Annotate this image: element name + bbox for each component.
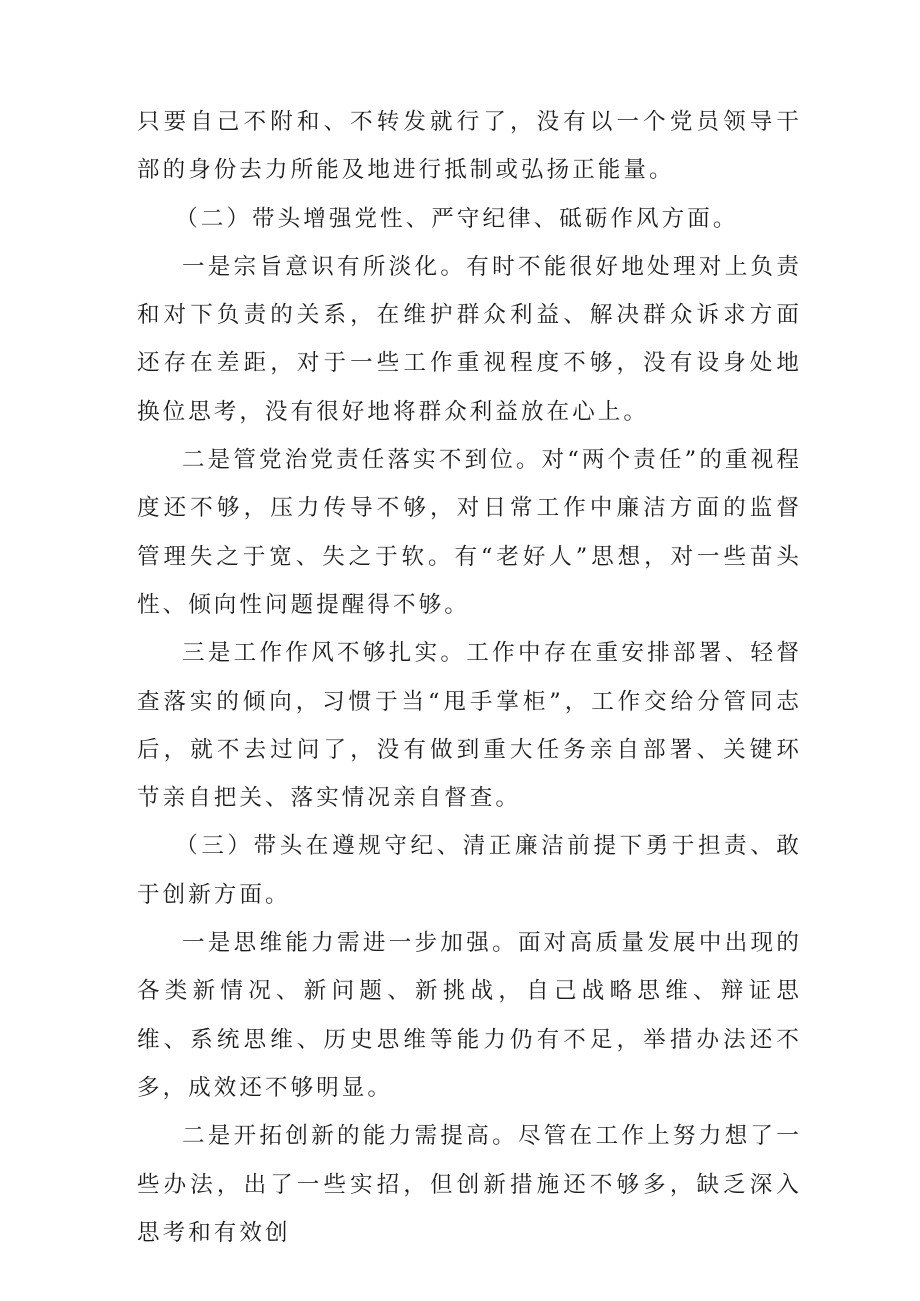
- section-heading-2: （二）带头增强党性、严守纪律、砥砺作风方面。: [175, 205, 739, 232]
- paragraph-party-responsibility: 二是管党治党责任落实不到位。对“两个责任”的重视程度还不够，压力传导不够，对日常工作中廉洁方面的监督管理失之于宽、失之于软。有“老好人”思想，对一些苗头性、倾向性问题提醒得不够。: [137, 447, 802, 618]
- paragraph-thinking-ability: 一是思维能力需进一步加强。面对高质量发展中出现的各类新情况、新问题、新挑战，自己战略思维、辩证思维、系统思维、历史思维等能力仍有不足，举措办法还不多，成效还不够明显。: [137, 930, 802, 1101]
- document-body: [137, 98, 802, 1257]
- section-heading-3: （三）带头在遵规守纪、清正廉洁前提下勇于担责、敢于创新方面。: [137, 833, 802, 908]
- paragraph-work-style: 三是工作作风不够扎实。工作中存在重安排部署、轻督查落实的倾向，习惯于当“甩手掌柜”，工作交给分管同志后，就不去过问了，没有做到重大任务亲自部署、关键环节亲自把关、落实情况亲自督查。: [137, 640, 802, 812]
- paragraph-purpose-awareness: 一是宗旨意识有所淡化。有时不能很好地处理对上负责和对下负责的关系，在维护群众利益、解决群众诉求方面还存在差距，对于一些工作重视程度不够，没有设身处地换位思考，没有很好地将群众利益放在心上。: [137, 253, 802, 425]
- paragraph-innovation-ability: 二是开拓创新的能力需提高。尽管在工作上努力想了一些办法，出了一些实招，但创新措施还不够多，缺乏深入思考和有效创: [137, 1123, 802, 1246]
- paragraph-continuation: 只要自己不附和、不转发就行了，没有以一个党员领导干部的身份去力所能及地进行抵制或弘扬正能量。: [137, 109, 802, 184]
